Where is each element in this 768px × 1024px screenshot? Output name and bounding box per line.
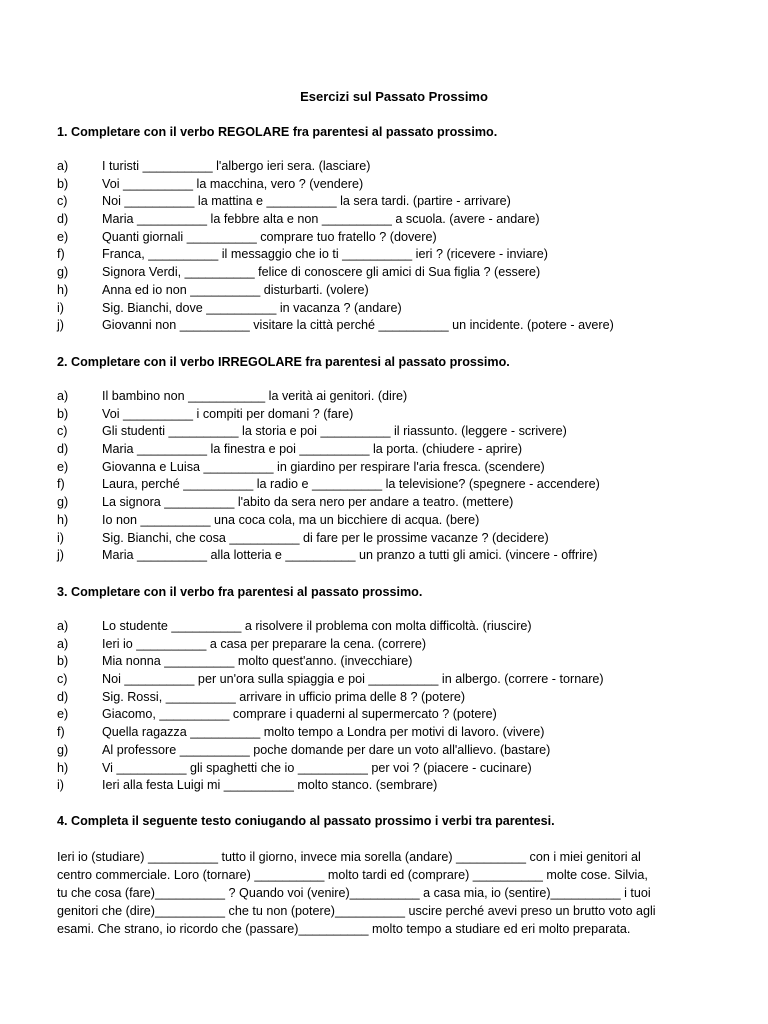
exercise-item (0, 229, 768, 247)
item-text: Sig. Bianchi, che cosa __________ di fare per le prossime vacanze ? (decidere) (102, 530, 549, 545)
item-text: Voi __________ la macchina, vero ? (vendere) (102, 176, 364, 191)
section-4-paragraph (57, 848, 747, 938)
item-label: g) (57, 495, 69, 510)
page-title: Esercizi sul Passato Prossimo (300, 89, 488, 104)
exercise-item (0, 706, 768, 724)
item-text: Quella ragazza __________ molto tempo a Londra per motivi di lavoro. (vivere) (102, 725, 545, 740)
paragraph-line: centro commerciale. Loro (tornare) __________ molto tardi ed (comprare) __________ molte cose. Silvia, (57, 868, 648, 883)
item-label: c) (57, 424, 68, 439)
item-label: j) (57, 318, 64, 333)
item-label: d) (57, 689, 69, 704)
paragraph-line: esami. Che strano, io ricordo che (passare)__________ molto tempo a studiare ed eri molto preparata. (57, 922, 631, 937)
item-text: Mia nonna __________ molto quest'anno. (invecchiare) (102, 654, 413, 669)
exercise-item (0, 724, 768, 742)
item-text: Noi __________ la mattina e __________ la sera tardi. (partire - arrivare) (102, 194, 511, 209)
item-text: Signora Verdi, __________ felice di conoscere gli amici di Sua figlia ? (essere) (102, 265, 541, 280)
item-label: j) (57, 548, 64, 563)
item-label: i) (57, 300, 64, 315)
item-label: h) (57, 512, 69, 527)
item-text: Il bambino non ___________ la verità ai genitori. (dire) (102, 389, 408, 403)
exercise-item (0, 264, 768, 282)
item-label: g) (57, 742, 69, 757)
section-2-exercise-list (0, 388, 768, 565)
item-text: Ieri io __________ a casa per preparare la cena. (correre) (102, 636, 427, 651)
item-label: c) (57, 194, 68, 209)
exercise-item (0, 176, 768, 194)
paragraph-line: Ieri io (studiare) __________ tutto il giorno, invece mia sorella (andare) __________ con i miei genitori al (57, 850, 641, 864)
item-text: Sig. Rossi, __________ arrivare in ufficio prima delle 8 ? (potere) (102, 689, 466, 704)
item-text: Maria __________ la febbre alta e non __________ a scuola. (avere - andare) (102, 212, 540, 227)
exercise-item (0, 760, 768, 778)
exercise-item (0, 618, 768, 636)
exercise-item (0, 211, 768, 229)
exercise-item (0, 193, 768, 211)
exercise-item (0, 636, 768, 654)
item-label: a) (57, 389, 69, 403)
item-label: h) (57, 760, 69, 775)
exercise-item (0, 777, 768, 795)
item-text: Noi __________ per un'ora sulla spiaggia e poi __________ in albergo. (correre - tornare) (102, 672, 604, 687)
exercise-item (0, 494, 768, 512)
item-text: Ieri alla festa Luigi mi __________ molto stanco. (sembrare) (102, 778, 438, 793)
paragraph-line: tu che cosa (fare)__________ ? Quando voi (venire)__________ a casa mia, io (sentire)__________ i tuoi (57, 886, 651, 901)
item-text: I turisti __________ l'albergo ieri sera. (lasciare) (102, 159, 371, 173)
section-2-heading: 2. Completare con il verbo IRREGOLARE fra parentesi al passato prossimo. (57, 355, 510, 369)
exercise-item (0, 653, 768, 671)
item-label: g) (57, 265, 69, 280)
item-label: e) (57, 459, 69, 474)
item-label: b) (57, 176, 69, 191)
item-text: Quanti giornali __________ comprare tuo fratello ? (dovere) (102, 229, 437, 244)
section-3-heading: 3. Completare con il verbo fra parentesi al passato prossimo. (57, 585, 423, 599)
item-text: Maria __________ la finestra e poi __________ la porta. (chiudere - aprire) (102, 442, 523, 457)
item-text: Al professore __________ poche domande per dare un voto all'allievo. (bastare) (102, 742, 551, 757)
exercise-item (0, 317, 768, 335)
exercise-item (0, 742, 768, 760)
section-3-exercise-list (0, 618, 768, 795)
item-text: Laura, perché __________ la radio e __________ la televisione? (spegnere - accendere) (102, 477, 600, 492)
item-label: e) (57, 707, 69, 722)
exercise-item (0, 459, 768, 477)
exercise-item (0, 530, 768, 548)
item-label: d) (57, 442, 69, 457)
item-text: Sig. Bianchi, dove __________ in vacanza ? (andare) (102, 300, 402, 315)
item-label: e) (57, 229, 69, 244)
item-text: Gli studenti __________ la storia e poi __________ il riassunto. (leggere - scrivere) (102, 424, 567, 439)
item-label: a) (57, 636, 69, 651)
item-text: Giovanna e Luisa __________ in giardino per respirare l'aria fresca. (scendere) (102, 459, 545, 474)
exercise-item (0, 441, 768, 459)
exercise-item (0, 158, 768, 176)
item-text: Voi __________ i compiti per domani ? (fare) (102, 406, 354, 421)
item-text: Giovanni non __________ visitare la città perché __________ un incidente. (potere - avere) (102, 318, 614, 333)
item-label: b) (57, 406, 69, 421)
exercise-item (0, 547, 768, 565)
section-4-heading: 4. Completa il seguente testo coniugando al passato prossimo i verbi tra parentesi. (57, 814, 555, 828)
exercise-item (0, 406, 768, 424)
paragraph-line: genitori che (dire)__________ che tu non (potere)__________ uscire perché avevi preso un brutto voto agli (57, 904, 656, 919)
item-label: b) (57, 654, 69, 669)
exercise-item (0, 512, 768, 530)
exercise-item (0, 423, 768, 441)
item-label: f) (57, 725, 65, 740)
item-label: i) (57, 778, 64, 793)
item-label: i) (57, 530, 64, 545)
item-text: Giacomo, __________ comprare i quaderni al supermercato ? (potere) (102, 707, 497, 722)
section-1-exercise-list (0, 158, 768, 335)
exercise-item (0, 689, 768, 707)
item-text: La signora __________ l'abito da sera nero per andare a teatro. (mettere) (102, 495, 514, 510)
item-label: a) (57, 159, 69, 173)
item-text: Anna ed io non __________ disturbarti. (volere) (102, 282, 369, 297)
item-label: h) (57, 282, 69, 297)
item-label: f) (57, 247, 65, 262)
item-text: Maria __________ alla lotteria e __________ un pranzo a tutti gli amici. (vincere - offrire) (102, 548, 598, 563)
exercise-item (0, 246, 768, 264)
item-label: d) (57, 212, 69, 227)
section-1-heading: 1. Completare con il verbo REGOLARE fra parentesi al passato prossimo. (57, 125, 498, 139)
item-label: a) (57, 619, 69, 633)
item-label: f) (57, 477, 65, 492)
exercise-item (0, 388, 768, 406)
exercise-item (0, 300, 768, 318)
exercise-item (0, 476, 768, 494)
exercise-item (0, 671, 768, 689)
item-text: Io non __________ una coca cola, ma un bicchiere di acqua. (bere) (102, 512, 480, 527)
item-text: Vi __________ gli spaghetti che io __________ per voi ? (piacere - cucinare) (102, 760, 532, 775)
item-text: Franca, __________ il messaggio che io ti __________ ieri ? (ricevere - inviare) (102, 247, 548, 262)
exercise-item (0, 282, 768, 300)
item-text: Lo studente __________ a risolvere il problema con molta difficoltà. (riuscire) (102, 619, 532, 633)
item-label: c) (57, 672, 68, 687)
